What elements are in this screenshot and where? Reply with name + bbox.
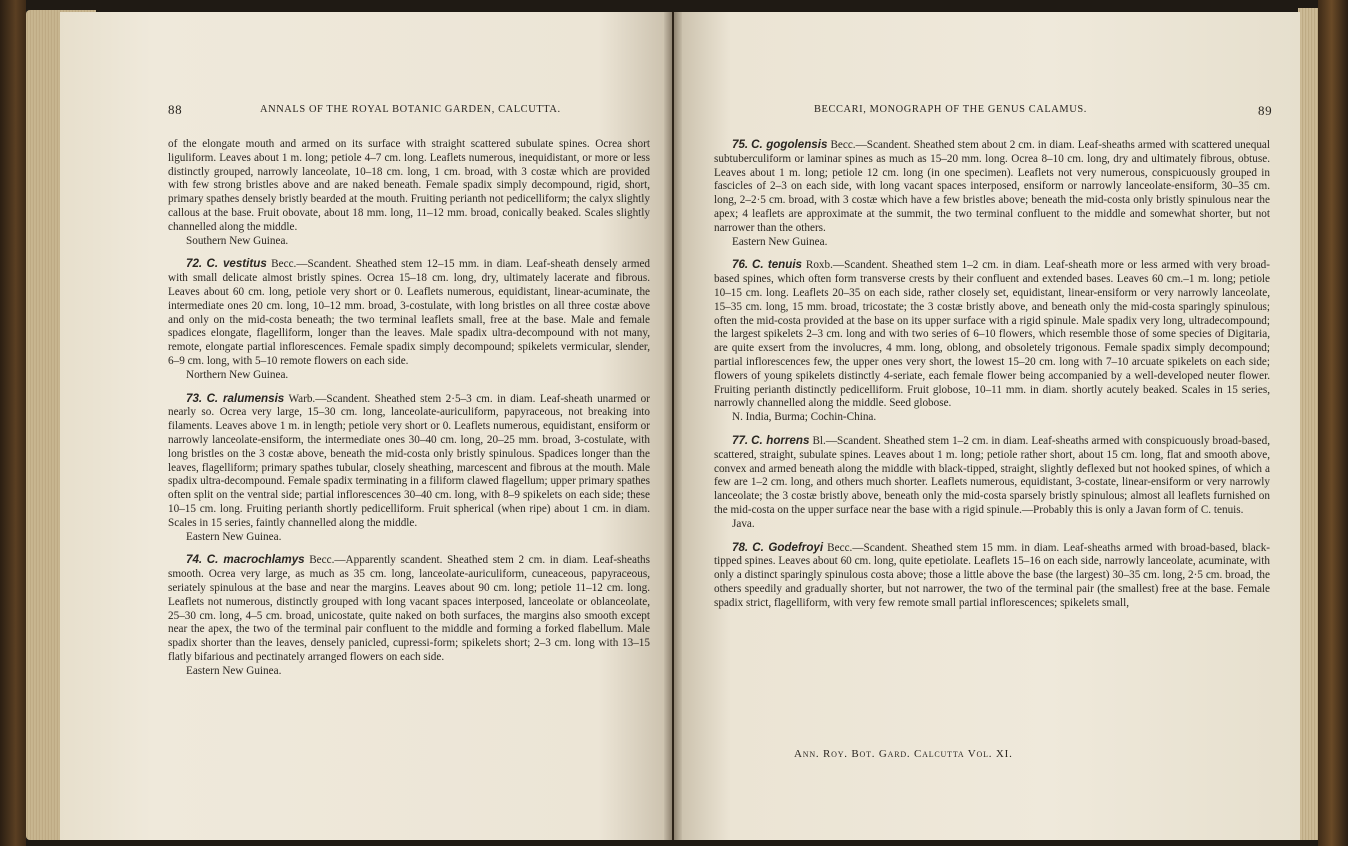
left-page-text (168, 138, 650, 687)
species-name: C. vestitus (206, 257, 267, 271)
species-paragraph (714, 138, 1270, 236)
species-name: C. Godefroyi (752, 540, 824, 554)
species-distribution: Java. (732, 517, 755, 530)
species-paragraph (168, 553, 650, 664)
right-page-text (714, 138, 1270, 620)
book-gutter-shadow (664, 12, 682, 840)
intro-distribution: Southern New Guinea. (186, 234, 289, 247)
species-paragraph (714, 434, 1270, 518)
species-entry-76 (714, 258, 1270, 425)
left-page-number: 88 (168, 102, 183, 117)
species-entry-77 (714, 434, 1270, 532)
species-paragraph (168, 392, 650, 531)
species-description: Becc.—Scandent. Sheathed stem about 2 cm. in diam. Leaf-sheaths armed with scattered unequal subtuberculiform or laminar spines as much as 15–20 mm. long. Ocrea 8–10 cm. long, dry and ultimately fibrous, obtuse. Leaves about 1 m. long; petiole 12 cm. long (in one specimen). Leaflets not very numerous, conspicuously grouped in fascicles of 2–3 on each side, with long vacant spaces interposed, ensiform or narrowly lanceolate-ensiform, 30–35 cm. long, 2–2·5 cm. broad, with 3 costæ which have a few bristles above; beneath the mid-costa only bristly spinulous near the apex; 4 leaflets are approximate at the summit, the two terminal confluent to the middle and somewhat shorter, but not narrower than the others. (714, 139, 1271, 234)
species-paragraph (168, 257, 650, 368)
right-page-number: 89 (1258, 103, 1273, 118)
species-description: Becc.—Scandent. Sheathed stem 15 mm. in diam. Leaf-sheaths armed with broad-based, black-tipped spines. Leaves about 60 cm. long, quite epetiolate. Leaflets 15–16 on each side, narrowly lanceolate, acuminate, with only a distinct sparingly spinulous costa above; those a little above the base (the largest) 30–35 cm. long, 2·5 cm. broad, the others speedily and gradually shorter, but not narrower, the two of the terminal pair (the smallest) free at the base. Female spadix strict, flagelliform, with very few remote small partial inflorescences; spikelets small, (714, 541, 1271, 609)
species-distribution: Northern New Guinea. (186, 368, 289, 381)
right-cover-edge (1318, 0, 1348, 846)
species-description: Roxb.—Scandent. Sheathed stem 1–2 cm. in diam. Leaf-sheath more or less armed with very broad-based spines, which often form transverse crests by their confluent and extended bases. Leaves 60 cm.–1 m. long; petiole 10–15 cm. long. Leaflets 20–35 on each side, rather closely set, equidistant, linear-ensiform or very narrowly lanceolate, 15–35 cm. long, 15 mm. broad, tricostate; the 3 costæ bristly above, and beneath only the mid-costa sparingly spinulous; often the mid-costa provided at the base on its upper surface with a rigid spinule. Male spadix very long, ultradecompound; the largest spikelets 2–3 cm. long and with two series of 6–10 flowers, which resemble those of some species of Digitaria, are quite exsert from the involucres, 4 mm. long, oblong, and obsoletely trigonous. Female spadix simply decompound; partial inflorescences few, the upper ones very short, the lowest 15–20 cm. long with 7–10 arcuate spikelets on each side; flowers of young spikelets distinctly 4-seriate, each female flower being accompanied by a well-developed neuter flower. Fruiting perianth distinctly pedicelliform. Fruit globose, 10–11 mm. in diam. shortly acutely beaked. Scales in 15 series, narrowly channelled along the middle. Seed globose. (714, 259, 1270, 410)
species-description: Becc.—Apparently scandent. Sheathed stem 2 cm. in diam. Leaf-sheaths smooth. Ocrea very large, as much as 35 cm. long, lanceolate-auriculiform, cuneaceous, papyraceous, seriately spinulous at the base and near the margins. Leaves about 90 cm. long; petiole 11–12 cm. long. Leaflets not numerous, distinctly grouped with long vacant spaces interposed, lanceolate or oblanceolate, 25–30 cm. long, 4–5 cm. broad, unicostate, quite naked on both surfaces, the margins also smooth except near the apex, the two of the terminal pair confluent to the middle and forming a forked flabellum. Male spadix shorter than the leaves, densely panicled, cupressi-form; spikelets short; 2–3 cm. long with 13–15 flatly bifarious and pectinately arranged flowers on each side. (168, 554, 650, 663)
page-footer: Ann. Roy. Bot. Gard. Calcutta Vol. XI. (794, 748, 1013, 760)
intro-continuation (168, 138, 650, 248)
species-entry-74 (168, 553, 650, 678)
species-entry-75 (714, 138, 1270, 249)
species-distribution: Eastern New Guinea. (732, 235, 828, 248)
species-name: C. tenuis (751, 258, 803, 272)
species-name: C. gogolensis (751, 138, 828, 151)
species-name: C. macrochlamys (206, 553, 305, 567)
species-paragraph (714, 541, 1270, 611)
species-entry-78 (714, 541, 1270, 611)
species-description: Bl.—Scandent. Sheathed stem 1–2 cm. in diam. Leaf-sheaths armed with conspicuously broad-based, scattered, straight, subulate spines. Leaves about 1 m. long; petiole rather short, about 15 cm. long, flat and smooth above, convex and armed beneath along the middle with black-tipped, straight, slightly deflexed but not hooked spines, of which a few are 1–2 cm. long, and others much shorter. Leaflets numerous, equidistant, 3-costate, linear-ensiform or very narrowly lanceolate; the 3 costæ bristly above, beneath only the mid-costa sparsely bristly spinulous; almost all leaflets furnished on the mid-costa on the upper surface near the base with a rigid spinule.—Probably this is only a Javan form of C. tenuis. (714, 434, 1271, 516)
species-number: 72. (186, 257, 203, 271)
species-number: 77. (732, 433, 749, 447)
intro-paragraph: of the elongate mouth and armed on its surface with straight scattered subulate spines. Ocrea short liguliform. Leaves about 1 m. long; petiole 4–7 cm. long. Leaflets numerous, inequidistant, or more or less distinctly grouped, narrowly lanceolate, 10–18 cm. long, 1 cm. broad, with 3 costæ which are provided with few strong bristles above and are naked beneath. Female spadix simply decompound, rigid, short, primary spathes densely bristly bearded at the mouth. Fruiting perianth not pedicelliform; the calyx slightly callous at the base. Fruit obovate, about 18 mm. long, 11–12 mm. broad, conically beaked. Scales slightly channelled along the middle. (168, 138, 650, 233)
species-description: Becc.—Scandent. Sheathed stem 12–15 mm. in diam. Leaf-sheath densely armed with small delicate almost bristly spines. Ocrea 15–18 cm. long, dry, ultimately lacerate and fibrous. Leaves about 60 cm. long, petiole very short or 0. Leaflets numerous, equidistant, linear-acuminate, the intermediate ones 20 cm. long, 10–12 mm. broad, 3-costulate, with long bristles on all three costæ above and only on the mid-costa beneath; the two terminal leaflets small, free at the base. Male and female spadices elongate, flagelliform, longer than the leaves. Male spadix ultra-decompound with not many, remote, elongate partial inflorescences. Female spadix simply decompound; spikelets vermicular, slender, 6–9 cm. long, with 5–10 remote flowers on each side. (168, 258, 651, 367)
species-number: 76. (732, 258, 749, 272)
species-distribution: N. India, Burma; Cochin-China. (732, 411, 877, 424)
species-entry-73 (168, 392, 650, 545)
left-page (60, 12, 672, 840)
right-page-edges (1298, 8, 1318, 840)
species-number: 73. (186, 391, 203, 405)
right-page (674, 12, 1300, 840)
species-distribution: Eastern New Guinea. (186, 530, 282, 543)
species-name: C. horrens (751, 433, 810, 447)
species-name: C. ralumensis (206, 391, 285, 405)
species-number: 74. (186, 553, 203, 567)
right-running-head: BECCARI, MONOGRAPH OF THE GENUS CALAMUS. (814, 104, 1087, 115)
species-number: 78. (732, 540, 749, 554)
species-distribution: Eastern New Guinea. (186, 664, 282, 677)
left-cover-edge (0, 0, 26, 846)
species-description: Warb.—Scandent. Sheathed stem 2·5–3 cm. in diam. Leaf-sheath unarmed or nearly so. Ocrea very large, 15–30 cm. long, lanceolate-auriculiform, papyraceous, not breaking into filaments. Leaves above 1 m. in length; petiole very short or 0. Leaflets numerous, equidistant, ensiform or narrowly lanceolate-ensiform, the intermediate ones 30–40 cm. long, 20–25 mm. broad, 3-costulate, with long bristles on the 3 costæ above, beneath the mid-costa only bristly spinulous. Spadices longer than the leaves, flagelliform; primary spathes tubular, closely sheathing, marcescent and fibrous at the mouth. Male spadix ultra-decompound. Female spadix terminating in a filiform clawed flagellum; upper primary spathes often split on the ventral side; partial inflorescences 30–40 cm. long, with 8–9 spikelets on each side; these 10–15 cm. long. Fruiting perianth shortly pedicelliform. Fruit spherical (when ripe) about 1 cm. in diam. Scales in 15 series, faintly channelled along the middle. (168, 392, 650, 529)
species-paragraph (714, 258, 1270, 411)
left-running-head: ANNALS OF THE ROYAL BOTANIC GARDEN, CALCUTTA. (260, 104, 561, 115)
species-number: 75. (732, 138, 749, 151)
species-entry-72 (168, 257, 650, 382)
